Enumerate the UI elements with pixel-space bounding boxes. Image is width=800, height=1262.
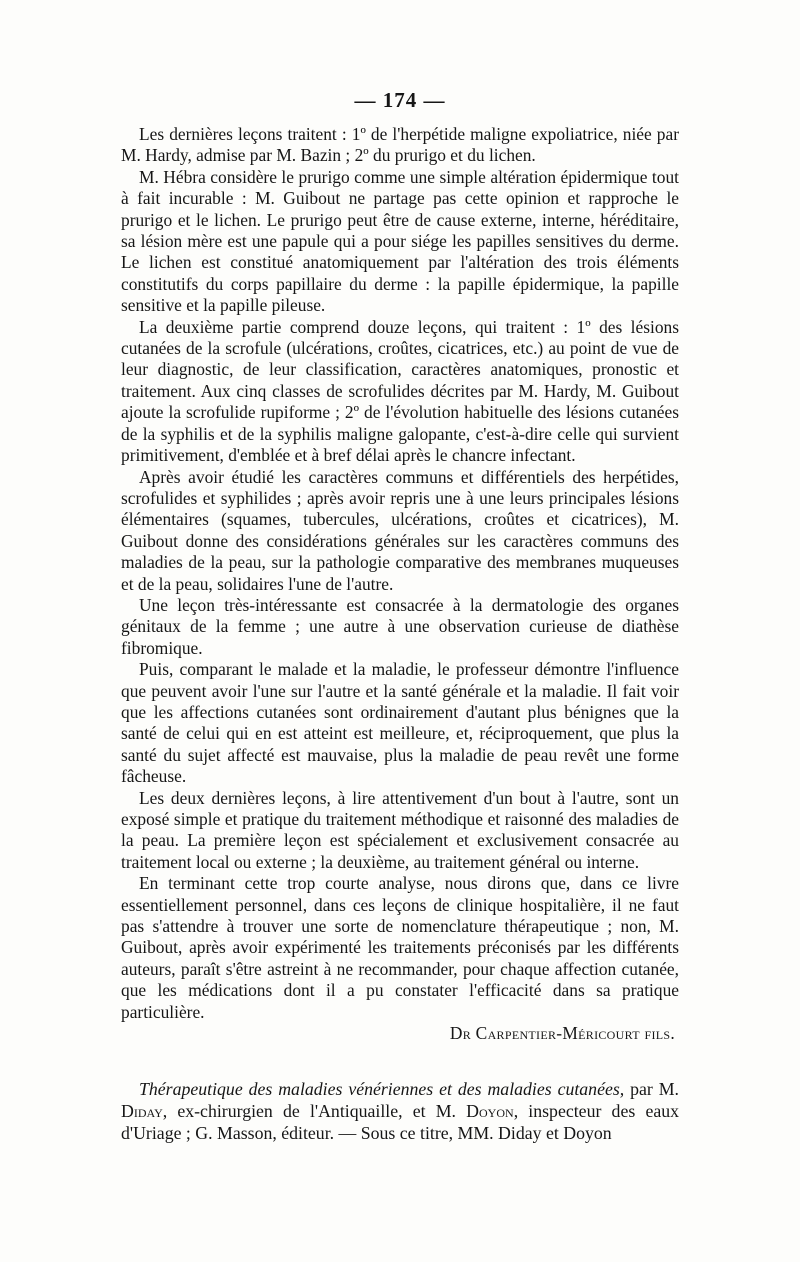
paragraph-2: M. Hébra considère le prurigo comme une simple altération épidermique tout à fait incurable : M. Guibout ne partage pas cette opinion et rapproche le prurigo et le lichen. Le prurigo peut être de cause externe, interne, héréditaire, sa lésion mère est une papule qui a pour siége les papilles sensitives du derme. Le lichen est constitué anatomiquement par l'altération des trois éléments constitutifs du corps papillaire du derme : la papille épidermique, la papille sensitive et la papille pileuse. xyxy=(121,166,679,316)
section-gap xyxy=(121,1044,679,1078)
document-page xyxy=(121,86,679,1144)
review-text-3: , inspecteur des eaux d'Uriage ; G. Masson, éditeur. — Sous ce titre, MM. Diday et Doyon xyxy=(121,1101,680,1144)
review-author-1: Diday xyxy=(121,1101,163,1122)
paragraph-6: Puis, comparant le malade et la maladie, le professeur démontre l'influence que peuvent avoir l'une sur l'autre et la santé générale et la maladie. Il fait voir que les affections cutanées sont ordinairement d'autant plus bénignes que la santé de celui qui en est atteint est meilleure, et, réciproquement, que plus la santé du sujet affecté est mauvaise, plus la maladie de peau revêt une forme fâcheuse. xyxy=(121,659,679,787)
review-text-1: par M. xyxy=(624,1079,679,1100)
paragraph-4: Après avoir étudié les caractères communs et différentiels des herpétides, scrofulides et syphilides ; après avoir repris une à une leurs principales lésions élémentaires (squames, tubercules, ulcérations, croûtes et cicatrices), M. Guibout donne des considérations générales sur les caractères communs des maladies de la peau, sur la pathologie comparative des membranes muqueuses et de la peau, solidaires l'une de l'autre. xyxy=(121,466,679,594)
review-title: Thérapeutique des maladies vénériennes et des maladies cutanées, xyxy=(139,1079,625,1100)
review-entry xyxy=(121,1078,679,1144)
review-text-2: , ex-chirurgien de l'Antiquaille, et M. xyxy=(162,1101,467,1122)
paragraph-1: Les dernières leçons traitent : 1º de l'herpétide maligne expoliatrice, niée par M. Hardy, admise par M. Bazin ; 2º du prurigo et du lichen. xyxy=(121,124,679,166)
review-author-2: Doyon xyxy=(466,1101,514,1122)
paragraph-5: Une leçon très-intéressante est consacrée à la dermatologie des organes génitaux de la femme ; une autre à une observation curieuse de diathèse fibromique. xyxy=(121,594,679,658)
paragraph-3: La deuxième partie comprend douze leçons, qui traitent : 1º des lésions cutanées de la scrofule (ulcérations, croûtes, cicatrices, etc.) au point de vue de leur diagnostic, de leur classification, caractères anatomiques, pronostic et traitement. Aux cinq classes de scrofulides décrites par M. Hardy, M. Guibout ajoute la scrofulide rupiforme ; 2º de l'évolution habituelle des lésions cutanées de la syphilis et de la syphilis maligne galopante, c'est-à-dire celle qui survient primitivement, d'emblée et à bref délai après le chancre infectant. xyxy=(121,316,679,466)
paragraph-7: Les deux dernières leçons, à lire attentivement d'un bout à l'autre, sont un exposé simple et pratique du traitement méthodique et raisonné des maladies de la peau. La première leçon est spécialement et exclusivement consacrée au traitement local ou externe ; la deuxième, au traitement général ou interne. xyxy=(121,787,679,872)
signature-text: Dr Carpentier-Méricourt fils. xyxy=(449,1023,675,1044)
signature xyxy=(121,1023,679,1044)
page-number: — 174 — xyxy=(354,88,446,112)
paragraph-8: En terminant cette trop courte analyse, nous dirons que, dans ce livre essentiellement personnel, dans ces leçons de clinique hospitalière, il ne faut pas s'attendre à trouver une sorte de nomenclature thérapeutique ; non, M. Guibout, après avoir expérimenté les traitements préconisés par les différents auteurs, paraît s'être astreint à ne recommander, pour chaque affection cutanée, que les médications dont il a pu constater l'efficacité dans sa pratique particulière. xyxy=(121,873,679,1022)
